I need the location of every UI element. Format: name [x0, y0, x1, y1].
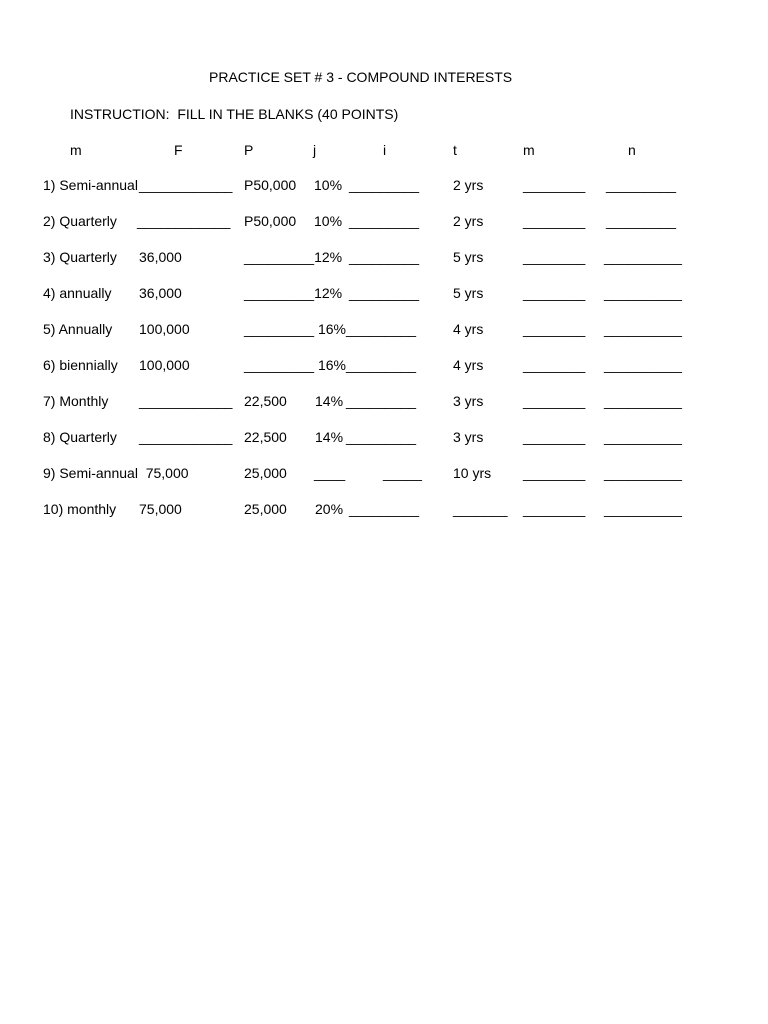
- cell-m: ________: [523, 357, 586, 373]
- cell-time: 3 yrs: [453, 393, 484, 409]
- cell-periodic-rate: _________: [346, 429, 417, 445]
- cell-principal: 22,500: [244, 393, 287, 409]
- cell-n: __________: [604, 501, 682, 517]
- cell-n: __________: [604, 285, 682, 301]
- header-n: n: [628, 142, 636, 158]
- cell-nominal-rate: 14%: [315, 393, 344, 409]
- problem-row: [0, 357, 768, 375]
- cell-future-value: 100,000: [139, 357, 190, 373]
- problem-row: [0, 501, 768, 519]
- cell-periodic-rate: _________: [346, 321, 417, 337]
- cell-period: 6) biennially: [43, 357, 118, 373]
- header-m2: m: [523, 142, 535, 158]
- cell-future-value: 75,000: [139, 501, 182, 517]
- cell-m: ________: [523, 213, 586, 229]
- page-title: PRACTICE SET # 3 - COMPOUND INTERESTS: [209, 69, 513, 85]
- cell-principal: _________12%: [244, 285, 343, 301]
- problem-row: [0, 177, 768, 195]
- cell-time: 4 yrs: [453, 357, 484, 373]
- problem-row: [0, 429, 768, 447]
- cell-n: _________: [606, 213, 677, 229]
- cell-periodic-rate: _________: [346, 393, 417, 409]
- cell-time: 3 yrs: [453, 429, 484, 445]
- cell-period: 8) Quarterly: [43, 429, 117, 445]
- cell-time: 5 yrs: [453, 249, 484, 265]
- cell-time: 4 yrs: [453, 321, 484, 337]
- cell-principal: 25,000: [244, 465, 287, 481]
- cell-nominal-rate: ____: [314, 465, 346, 481]
- cell-m: ________: [523, 393, 586, 409]
- cell-principal: _________ 16%: [244, 321, 346, 337]
- problem-row: [0, 321, 768, 339]
- cell-m: ________: [523, 285, 586, 301]
- cell-n: __________: [604, 429, 682, 445]
- problem-row: [0, 249, 768, 267]
- header-j: j: [313, 142, 317, 158]
- cell-n: __________: [604, 249, 682, 265]
- cell-future-value: ____________: [139, 429, 233, 445]
- problem-row: [0, 213, 768, 231]
- cell-nominal-rate: 10%: [314, 213, 343, 229]
- cell-principal: P50,000: [244, 177, 297, 193]
- cell-future-value: ____________: [139, 177, 233, 193]
- cell-periodic-rate: _________: [346, 357, 417, 373]
- cell-n: __________: [604, 393, 682, 409]
- cell-periodic-rate: _____: [383, 465, 422, 481]
- header-f: F: [174, 142, 183, 158]
- cell-period: 5) Annually: [43, 321, 113, 337]
- cell-period: 7) Monthly: [43, 393, 109, 409]
- cell-periodic-rate: _________: [349, 249, 420, 265]
- cell-future-value: 36,000: [139, 249, 182, 265]
- problem-row: [0, 465, 768, 483]
- cell-periodic-rate: _________: [349, 177, 420, 193]
- problem-row: [0, 393, 768, 411]
- cell-n: __________: [604, 357, 682, 373]
- cell-period: 4) annually: [43, 285, 112, 301]
- cell-m: ________: [523, 249, 586, 265]
- cell-period: 3) Quarterly: [43, 249, 117, 265]
- cell-principal: 22,500: [244, 429, 287, 445]
- cell-periodic-rate: _________: [349, 285, 420, 301]
- instruction-text: INSTRUCTION: FILL IN THE BLANKS (40 POINTS): [70, 106, 399, 122]
- cell-nominal-rate: 20%: [315, 501, 344, 517]
- cell-time: 5 yrs: [453, 285, 484, 301]
- cell-future-value: 36,000: [139, 285, 182, 301]
- cell-n: _________: [606, 177, 677, 193]
- problem-row: [0, 285, 768, 303]
- cell-future-value: ____________: [139, 393, 233, 409]
- cell-principal: 25,000: [244, 501, 287, 517]
- cell-principal: P50,000: [244, 213, 297, 229]
- cell-nominal-rate: 10%: [314, 177, 343, 193]
- cell-periodic-rate: _________: [349, 213, 420, 229]
- cell-n: __________: [604, 465, 682, 481]
- cell-m: ________: [523, 501, 586, 517]
- header-p: P: [244, 142, 254, 158]
- cell-future-value: 100,000: [139, 321, 190, 337]
- cell-m: ________: [523, 465, 586, 481]
- cell-time: _______: [453, 501, 508, 517]
- cell-principal: _________12%: [244, 249, 343, 265]
- cell-n: __________: [604, 321, 682, 337]
- cell-nominal-rate: 14%: [315, 429, 344, 445]
- cell-m: ________: [523, 321, 586, 337]
- header-m: m: [70, 142, 82, 158]
- cell-period: 9) Semi-annual 75,000: [43, 465, 189, 481]
- cell-period: 2) Quarterly: [43, 213, 117, 229]
- cell-period: 1) Semi-annual: [43, 177, 138, 193]
- cell-future-value: ____________: [137, 213, 231, 229]
- cell-time: 2 yrs: [453, 213, 484, 229]
- header-i: i: [383, 142, 387, 158]
- cell-time: 10 yrs: [453, 465, 492, 481]
- cell-period: 10) monthly: [43, 501, 117, 517]
- header-t: t: [453, 142, 457, 158]
- cell-time: 2 yrs: [453, 177, 484, 193]
- cell-principal: _________ 16%: [244, 357, 346, 373]
- cell-m: ________: [523, 429, 586, 445]
- cell-m: ________: [523, 177, 586, 193]
- cell-periodic-rate: _________: [349, 501, 420, 517]
